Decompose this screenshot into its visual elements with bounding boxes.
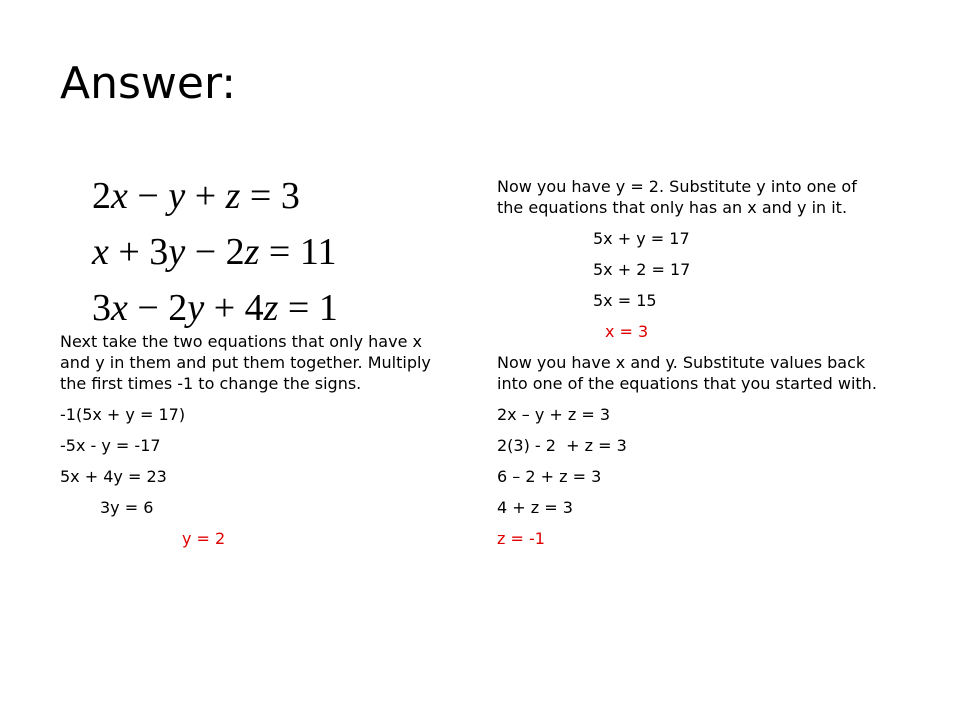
- equation-system: [92, 168, 338, 336]
- step-line: 6 – 2 + z = 3: [497, 467, 602, 486]
- step-line: 5x + 2 = 17: [593, 260, 691, 279]
- right-paragraph-1: Now you have y = 2. Substitute y into one of the equations that only has an x and y in it.: [497, 177, 857, 217]
- left-steps: [60, 404, 440, 549]
- equation-term: − 2: [127, 287, 188, 329]
- equation-term: − 2: [185, 231, 245, 273]
- result-line: x = 3: [605, 322, 649, 341]
- step-line: 5x + 4y = 23: [60, 467, 167, 486]
- step-line: 3y = 6: [100, 498, 154, 517]
- right-steps-2: [497, 404, 887, 549]
- left-column: [60, 331, 440, 559]
- equation-term: y: [187, 287, 205, 329]
- equation-1: [92, 168, 338, 224]
- equation-term: y: [168, 175, 186, 217]
- equation-term: x: [111, 287, 128, 329]
- equation-term: + 3: [108, 231, 169, 273]
- equation-term: x: [92, 231, 109, 273]
- equation-term: 3: [92, 287, 111, 329]
- equation-term: z: [244, 231, 260, 273]
- equation-term: z: [225, 175, 241, 217]
- step-line: 5x = 15: [593, 291, 657, 310]
- equation-term: = 11: [259, 231, 337, 273]
- equation-3: [92, 280, 338, 336]
- right-paragraph-2: Now you have x and y. Substitute values back into one of the equations that you started with.: [497, 353, 877, 393]
- equation-term: −: [127, 175, 169, 217]
- equation-term: y: [168, 231, 186, 273]
- equation-term: = 3: [240, 175, 300, 217]
- step-line: -1(5x + y = 17): [60, 405, 186, 424]
- slide-title: Answer:: [60, 58, 237, 109]
- step-line: 2x – y + z = 3: [497, 405, 611, 424]
- step-line: 5x + y = 17: [593, 229, 690, 248]
- right-column: [497, 176, 887, 559]
- step-line: 4 + z = 3: [497, 498, 573, 517]
- equation-term: 2: [92, 175, 111, 217]
- result-line: z = -1: [497, 529, 545, 548]
- equation-2: [92, 224, 338, 280]
- equation-term: z: [263, 287, 279, 329]
- equation-term: +: [185, 175, 226, 217]
- equation-term: + 4: [204, 287, 264, 329]
- right-steps-1: [497, 228, 887, 342]
- step-line: 2(3) - 2 + z = 3: [497, 436, 627, 455]
- equation-term: = 1: [278, 287, 338, 329]
- left-paragraph: Next take the two equations that only have x and y in them and put them together. Multiply the first times -1 to change the signs.: [60, 332, 431, 393]
- step-line: -5x - y = -17: [60, 436, 161, 455]
- equation-term: x: [111, 175, 128, 217]
- result-line: y = 2: [182, 529, 226, 548]
